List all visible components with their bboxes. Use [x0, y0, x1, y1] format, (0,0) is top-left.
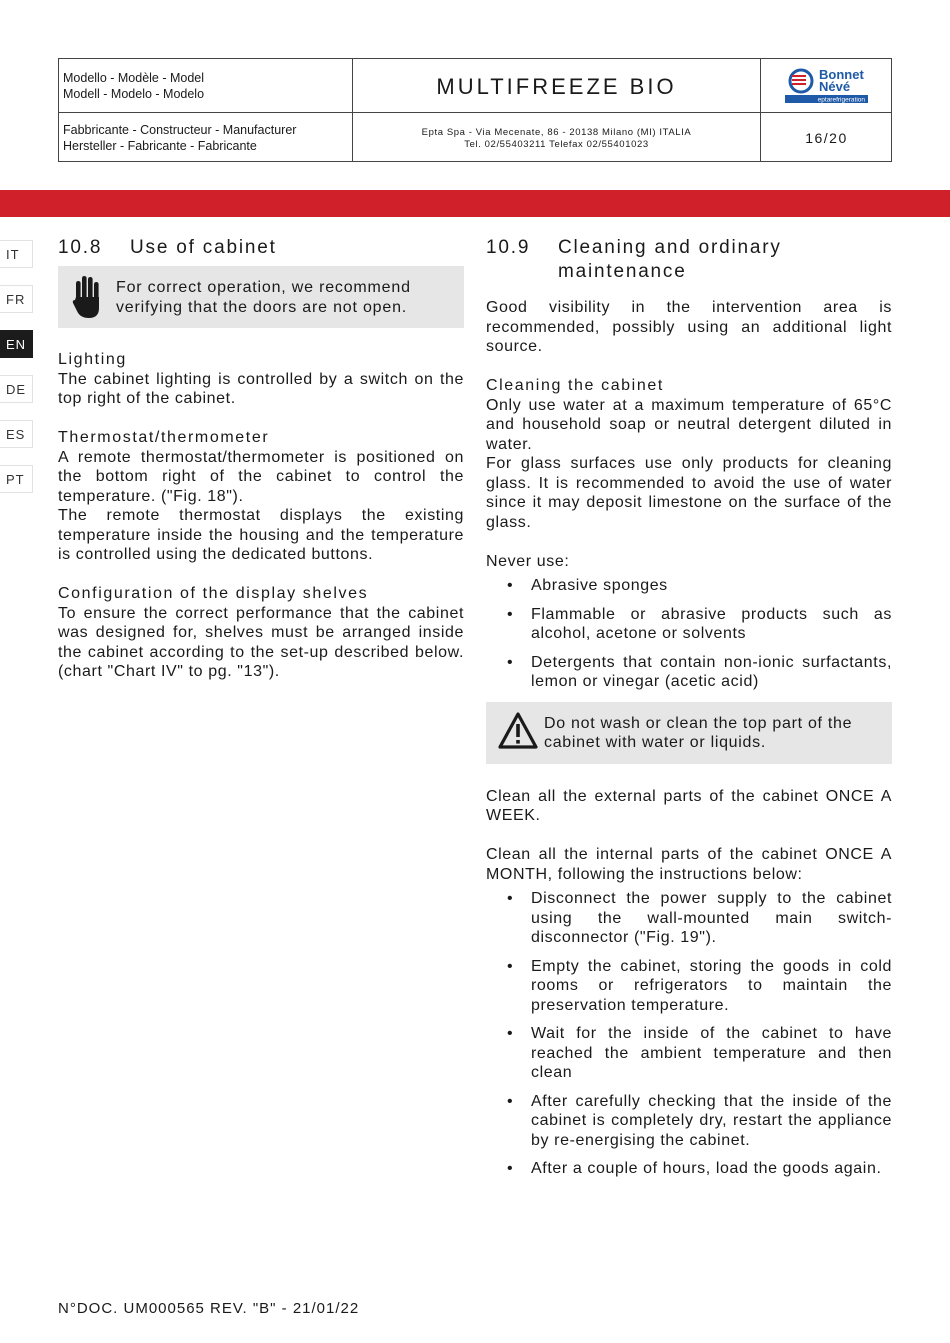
thermostat-heading: Thermostat/thermometer [58, 429, 270, 446]
model-label-line1: Modello - Modèle - Model [63, 71, 205, 85]
product-title: MULTIFREEZE BIO [436, 74, 677, 99]
lang-tab-de[interactable]: DE [0, 375, 33, 403]
thermostat-text-1: A remote thermostat/thermometer is positioned on the bottom right of the cabinet to control the temperature. ("Fig. 18"). [58, 448, 464, 505]
manufacturer-label-line2: Hersteller - Fabricante - Fabricante [63, 139, 257, 153]
lighting-text: The cabinet lighting is controlled by a switch on the top right of the cabinet. [58, 370, 464, 407]
lang-tab-fr[interactable]: FR [0, 285, 33, 313]
list-item: • Empty the cabinet, storing the goods in cold rooms or refrigerators to maintain the preservation temperature. [486, 957, 892, 1016]
warning-line2: cabinet with water or liquids. [544, 734, 766, 751]
lighting-heading: Lighting [58, 351, 127, 368]
weekly-text: Clean all the external parts of the cabinet ONCE A WEEK. [486, 787, 892, 824]
never-use-list [486, 576, 892, 692]
notice-line2: verifying that the doors are not open. [116, 298, 408, 316]
page-number: 16/20 [805, 130, 848, 146]
cleaning-steps-list [486, 889, 892, 1179]
list-item: • Wait for the inside of the cabinet to have reached the ambient temperature and then clean [486, 1024, 892, 1083]
never-use-label: Never use: [486, 552, 570, 570]
section-title-line1: Cleaning and ordinary [558, 237, 782, 258]
logo-tagline: eptarefrigeration [817, 96, 865, 104]
product-title-cell [353, 59, 760, 112]
shelves-heading: Configuration of the display shelves [58, 585, 369, 602]
logo-line2: Névé [819, 79, 851, 94]
warning-triangle-icon [498, 712, 538, 750]
notice-box [58, 266, 464, 328]
header-table [58, 58, 892, 162]
list-item: • After carefully checking that the inside of the cabinet is completely dry, restart the appliance by re-energising the cabinet. [486, 1092, 892, 1151]
cleaning-heading: Cleaning the cabinet [486, 377, 664, 394]
cleaning-text-1: Only use water at a maximum temperature of 65°C and household soap or neutral detergent diluted in water. [486, 396, 892, 453]
cleaning-text-2: For glass surfaces use only products for cleaning glass. It is recommended to avoid the use of water since it may deposit limestone on the surface of the glass. [486, 455, 892, 531]
shelves-text: To ensure the correct performance that the cabinet was designed for, shelves must be arranged inside the cabinet according to the set-up described below. (chart "Chart IV" to pg. "13"). [58, 604, 464, 680]
bonnet-neve-logo [761, 59, 892, 112]
section-title-line2: maintenance [558, 261, 687, 282]
page-number-cell [761, 113, 892, 163]
lang-tab-es[interactable]: ES [0, 420, 33, 448]
logo-line1: Bonnet [819, 67, 864, 82]
list-item: • After a couple of hours, load the goods again. [486, 1159, 892, 1179]
warning-box [486, 702, 892, 764]
list-item: • Disconnect the power supply to the cabinet using the wall-mounted main switch-disconnector ("Fig. 19"). [486, 889, 892, 948]
lang-tab-it[interactable]: IT [0, 240, 33, 268]
warning-line1: Do not wash or clean the top part of the [544, 714, 853, 732]
list-item: • Abrasive sponges [486, 576, 892, 596]
section-title: Use of cabinet [130, 237, 277, 258]
list-item: • Detergents that contain non-ionic surfactants, lemon or vinegar (acetic acid) [486, 653, 892, 692]
list-item: • Flammable or abrasive products such as alcohol, acetone or solvents [486, 605, 892, 644]
logo-cell [761, 59, 892, 112]
monthly-text: Clean all the internal parts of the cabinet ONCE A MONTH, following the instructions below: [486, 846, 892, 883]
notice-line1: For correct operation, we recommend [116, 279, 411, 296]
thermostat-text-2: The remote thermostat displays the existing temperature inside the housing and the temperature is controlled using the dedicated buttons. [58, 507, 464, 563]
model-label-line2: Modell - Modelo - Modelo [63, 87, 205, 101]
manufacturer-label-line1: Fabbricante - Constructeur - Manufacturer [63, 123, 297, 137]
manufacturer-label [59, 113, 352, 163]
accent-bar [0, 190, 950, 217]
manufacturer-address: Epta Spa - Via Mecenate, 86 - 20138 Milano (MI) ITALIA [421, 127, 692, 138]
section-heading-10-9 [486, 236, 892, 260]
lang-tab-en[interactable]: EN [0, 330, 33, 358]
manufacturer-phone: Tel. 02/55403211 Telefax 02/55401023 [464, 139, 649, 150]
document-number: N°DOC. UM000565 REV. "B" - 21/01/22 [58, 1300, 360, 1317]
section-number: 10.8 [58, 237, 103, 258]
manufacturer-info [353, 113, 760, 163]
section-heading-10-8 [58, 236, 464, 260]
section-number: 10.9 [486, 237, 531, 258]
model-label [59, 59, 352, 112]
left-column [58, 236, 464, 682]
stop-hand-icon [72, 275, 104, 319]
right-column [486, 236, 892, 1188]
lang-tab-pt[interactable]: PT [0, 465, 33, 493]
intro-text: Good visibility in the intervention area is recommended, possibly using an additional light source. [486, 299, 892, 355]
